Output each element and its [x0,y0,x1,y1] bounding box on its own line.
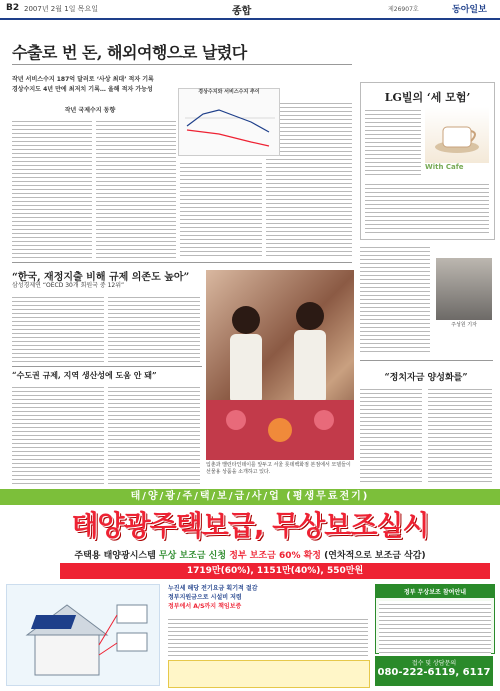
divider [12,64,352,65]
page-header [0,0,500,20]
section-title: 종합 [232,6,252,17]
sidebar-text-3 [360,244,430,354]
sidebar-title: LG빌의 ‘세 모험’ [384,91,471,104]
ad-subline [8,548,492,561]
ad-body-text [168,616,368,656]
photo-caption: 입춘과 밸런타인데이를 앞두고 서울 롯데백화점 본점에서 모델들이 선물용 상품을 소개하고 있다. [206,462,351,475]
ad-bullets [168,584,368,611]
divider [360,360,493,361]
ad-info-box [375,584,495,654]
article2-body-col-1 [12,294,104,362]
ad-title: 태양광주택보급, 무상보조실시 [71,509,429,542]
article-body-col-1 [12,118,92,258]
article2-headline: “한국, 재정지출 비해 규제 의존도 높아” [12,272,190,283]
ad-notice-box [168,660,370,688]
ad-line-end: (연차적으로 보조금 삭감) [324,551,426,561]
article3-col-1 [360,386,422,484]
ad-info-title: 정부 무상보조 참여안내 [376,585,494,598]
phone-number: 080-222-6119, 6117 [377,667,491,678]
chart-series-2 [187,130,269,146]
sidebar-box [360,82,495,240]
article3-body-col-1 [12,384,104,484]
article2-subhead-2: “수도권 규제, 지역 생산성에 도움 안 돼” [12,370,157,380]
newspaper-logo: 동아일보 [452,5,487,15]
chart-series-1 [187,110,269,132]
ad-call-label: 접수 및 상담문의 [411,660,457,667]
cafe-brand-label: With Cafe [425,163,464,171]
ad-bullet: 누진세 해당 전기요금 획기적 절감 [168,585,258,592]
issue-number: 제26907호 [388,6,419,13]
ad-top-bar [0,489,500,505]
ad-line-green: 무상 보조금 신청 [158,551,227,561]
ad-line-red: 정부 보조금 60% 확정 [229,551,322,561]
main-subhead-2: 경상수지도 4년 만에 최저치 기록… 올해 적자 가능성 [12,86,153,93]
main-subhead-1: 작년 서비스수지 187억 달러로 ‘사상 최대’ 적자 기록 [12,76,154,83]
issue-date: 2007년 2월 1일 목요일 [24,5,98,13]
chart-lines [179,96,279,152]
article-body-col-3 [180,160,262,258]
chart-title: 경상수지와 서비스수지 추이 [198,89,260,95]
valentine-photo [206,270,354,460]
page-number: B2 [6,3,20,13]
article3-col-2 [428,386,492,484]
ad-top-bar-text: 태/양/광/주/택/보/급/사/업 (평생무료전기) [130,491,370,502]
article-body-col-2 [96,118,176,258]
divider [12,366,202,367]
ad-call-box [375,656,493,686]
article2-subhead: 삼성경제연 “OECD 30개 회원국 중 12위” [12,282,125,289]
balance-chart [178,88,280,156]
reporter-photo [436,258,492,320]
solar-system-diagram [6,584,160,686]
sidebar-text-1 [365,107,421,177]
article3-headline: “정치자금 양성화를” [384,373,468,383]
ad-line-text: 주택용 태양광시스템 [74,551,156,561]
ad-info-text [379,601,491,655]
main-byline: 작년 국제수지 동향 [64,107,116,114]
reporter-caption: 주성원 기자 [451,322,477,328]
article3-body-col-2 [108,384,200,484]
divider [12,262,352,263]
main-headline: 수출로 번 돈, 해외여행으로 날렸다 [12,43,247,62]
coffee-cup-icon [425,107,489,163]
ad-bullet: 정부지원금으로 시설비 저렴 [168,594,242,601]
ad-price-band: 1719만(60%), 1151만(40%), 550만원 [60,563,490,579]
article2-body-col-2 [108,294,200,362]
ad-bullet: 정부에서 A/S까지 책임보증 [168,603,242,610]
sidebar-text-2 [365,181,489,235]
